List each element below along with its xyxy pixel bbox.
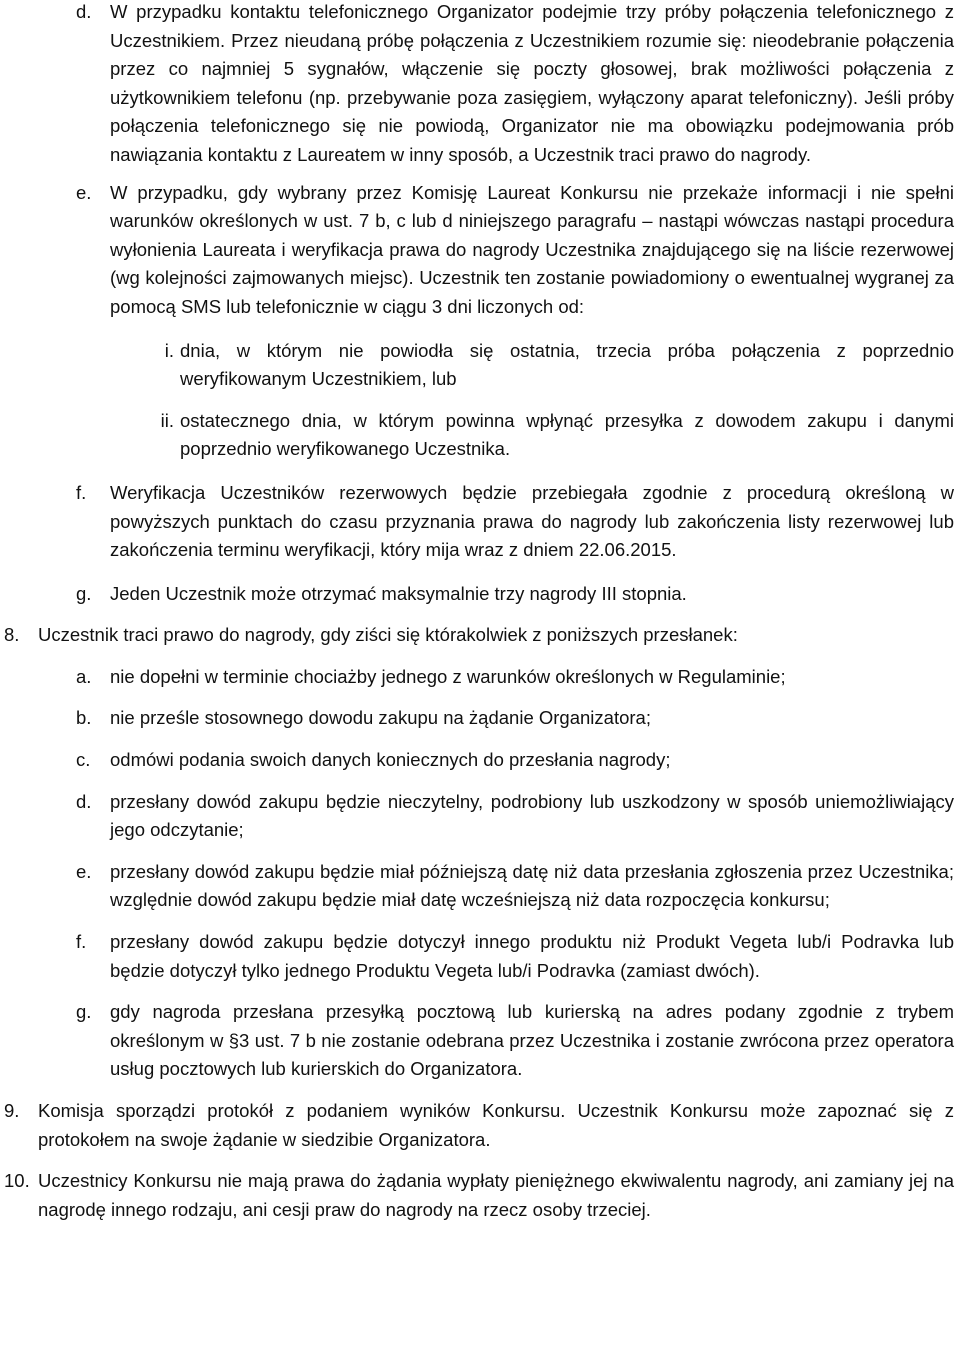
list-marker: e. (76, 181, 92, 203)
list-item-f (4, 479, 954, 565)
list-marker: g. (76, 1001, 92, 1023)
list-marker: b. (76, 707, 92, 729)
paragraph-text: Weryfikacja Uczestników rezerwowych będzie przebiegała zgodnie z procedurą określoną w powyższych punktach do czasu przyznania prawa do nagrody lub zakończenia listy rezerwowej lub zakończenia terminu weryfikacji, który mija wraz z dniem 22.06.2015. (110, 481, 954, 561)
list-item-8e (4, 858, 954, 915)
list-marker: d. (76, 1, 92, 22)
paragraph-text: odmówi podania swoich danych koniecznych do przesłania nagrody; (110, 749, 671, 771)
list-item-8b (4, 704, 954, 733)
list-item-d (4, 0, 954, 170)
paragraph-text: przesłany dowód zakupu będzie dotyczył innego produktu niż Produkt Vegeta lub/i Podravka lub będzie dotyczył tylko jednego Produktu Vegeta lub/i Podravka (zamiast dwóch). (110, 931, 954, 981)
paragraph-text: W przypadku kontaktu telefonicznego Organizator podejmie trzy próby połączenia telefonicznego z Uczestnikiem. Przez nieudaną próbę połączenia z Uczestnikiem rozumie się: nieodebranie połączenia przez co najmniej 5 sygnałów, włączenie się poczty głosowej, brak możliwości połączenia z użytkownikiem telefonu (np. przebywanie poza zasięgiem, wyłączony aparat telefoniczny). Jeśli próby połączenia telefonicznego się nie powiodą, Organizator nie ma obowiązku podejmowania prób nawiązania kontaktu z Laureatem w inny sposób, a Uczestnik traci prawo do nagrody. (110, 1, 954, 165)
list-marker: e. (76, 860, 92, 882)
list-item-8d (4, 788, 954, 845)
list-marker: i. (164, 339, 174, 361)
list-item-g (4, 580, 954, 609)
list-item-8g (4, 998, 954, 1084)
list-marker: f. (76, 481, 87, 503)
paragraph-text: nie dopełni w terminie chociażby jednego z warunków określonych w Regulaminie; (110, 665, 786, 687)
paragraph-text: Jeden Uczestnik może otrzymać maksymalnie trzy nagrody III stopnia. (110, 582, 687, 604)
paragraph-text: przesłany dowód zakupu będzie nieczytelny, podrobiony lub uszkodzony w sposób uniemożliwiający jego odczytanie; (110, 790, 954, 841)
paragraph-text: ostatecznego dnia, w którym powinna wpłynąć przesyłka z dowodem zakupu i danymi poprzednio weryfikowanego Uczestnika. (180, 409, 954, 460)
paragraph-text: Uczestnicy Konkursu nie mają prawa do żądania wypłaty pieniężnego ekwiwalentu nagrody, ani zamiany jej na nagrodę innego rodzaju, ani cesji praw do nagrody na rzecz osoby trzeciej. (38, 1170, 954, 1220)
list-item-8f (4, 928, 954, 985)
list-item-8c (4, 746, 954, 775)
list-marker: 8. (4, 624, 20, 646)
list-marker: g. (76, 582, 92, 604)
paragraph-text: nie prześle stosownego dowodu zakupu na żądanie Organizatora; (110, 707, 651, 729)
list-marker: c. (76, 749, 91, 771)
paragraph-text: przesłany dowód zakupu będzie miał późniejszą datę niż data przesłania zgłoszenia przez Uczestnika; względnie dowód zakupu będzie miał datę wcześniejszą niż data rozpoczęcia konkursu; (110, 860, 954, 911)
list-marker: 9. (4, 1100, 20, 1121)
paragraph-text: dnia, w którym nie powiodła się ostatnia, trzecia próba połączenia z poprzednio weryfikowanym Uczestnikiem, lub (180, 339, 954, 390)
list-marker: d. (76, 790, 92, 812)
list-item-e (4, 179, 954, 322)
list-item-10 (4, 1167, 954, 1224)
list-item-8 (4, 621, 954, 650)
list-marker: a. (76, 665, 92, 687)
paragraph-text: gdy nagroda przesłana przesyłką pocztową lub kurierską na adres podany zgodnie z trybem określonym w §3 ust. 7 b nie zostanie odebrana przez Uczestnika i zostanie zwrócona przez operatora usług pocztowych lub kurierskich do Organizatora. (110, 1001, 954, 1080)
list-item-e-i (4, 337, 954, 394)
paragraph-text: W przypadku, gdy wybrany przez Komisję Laureat Konkursu nie przekaże informacji i nie spełni warunków określonych w ust. 7 b, c lub d niniejszego paragrafu – nastąpi wówczas nastąpi procedura wyłonienia Laureata i weryfikacja prawa do nagrody Uczestnika znajdującego się na liście rezerwowej (wg kolejności zajmowanych miejsc). Uczestnik ten zostanie powiadomiony o ewentualnej wygranej za pomocą SMS lub telefonicznie w ciągu 3 dni liczonych od: (110, 181, 954, 317)
paragraph-text: Uczestnik traci prawo do nagrody, gdy ziści się którakolwiek z poniższych przesłanek: (38, 624, 738, 646)
list-item-9 (4, 1097, 954, 1154)
list-marker: f. (76, 931, 87, 953)
list-item-8a (4, 663, 954, 692)
list-item-e-ii (4, 407, 954, 464)
list-marker: ii. (160, 409, 174, 431)
list-marker: 10. (4, 1170, 30, 1192)
paragraph-text: Komisja sporządzi protokół z podaniem wyników Konkursu. Uczestnik Konkursu może zapoznać się z protokołem na swoje żądanie w siedzibie Organizatora. (38, 1100, 954, 1150)
